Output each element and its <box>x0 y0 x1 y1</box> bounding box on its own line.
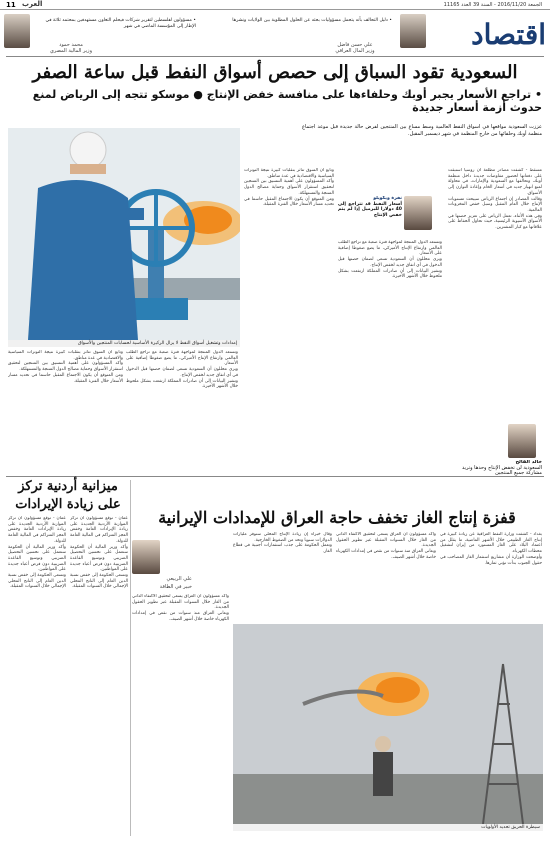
teaser-left: • مسؤولون لفلسطين لتقرير شركات فيحلم التعاون مستهدفين بمحتمد ثلاثة في الإطار إلى المؤسسة الماضي في شهر <box>45 18 196 29</box>
section-header <box>0 12 550 54</box>
second-body-middle: وأكد مسؤولون أن العراق يسعى لتحقيق الاكتفاء الذاتي من الغاز خلال السنوات المقبلة عبر تطوير الحقول الجديدة. ويعاني العراق منذ سنوات من نقص في إمدادات الكهرباء خاصة خلال أشهر الصيف. <box>336 532 436 560</box>
writer-title-right: وزير المال العراقي <box>335 48 375 54</box>
top-bar <box>0 0 550 10</box>
main-photo-oil-worker <box>8 128 240 340</box>
lead-body-left: وتابع أن السوق تتأثر بتقلبات كبيرة نتيجة التوترات السياسية والاقتصادية في عدة مناطق. وأكد المسؤولون على أهمية التنسيق بين المنتجين لتحقيق استقرار الأسواق وحماية مصالح الدول المنتجة والمستهلكة. ومن المتوقع أن يكون الاجتماع المقبل حاسما في تحديد مسار الأسعار خلال الفترة المقبلة. <box>244 168 334 208</box>
section-title: اقتصاد <box>471 18 546 51</box>
writer-photo-right <box>400 14 426 48</box>
oil-valve-illustration <box>8 128 240 340</box>
lead-subhead: • تراجع الأسعار يجبر أوبك وحلفاءها على منافسة خفض الإنتاج ● موسكو تتجه إلى الرياض لمنع حدوث أزمة أسعار جديدة <box>32 88 542 114</box>
main-photo-caption: إمدادات وتشغيل أسواق النفط لا يزال الركيزة الأساسية لحسابات المنتجين والأسواق <box>8 340 240 347</box>
second-writer-photo <box>132 540 160 574</box>
lead-body-middle: وتستعد الدول المنتجة لمواجهة فترة صعبة مع تراجع الطلب العالمي وارتفاع الإنتاج الأميركي، ما يضع ضغوطا إضافية على الأسعار. ويرى محللون أن السعودية تسعى لضمان حصتها قبل الدخول في أي اتفاق جديد لخفض الإنتاج. وتشير البيانات إلى أن صادرات المملكة ارتفعت بشكل ملحوظ خلال الأشهر الأخيرة. <box>338 240 442 280</box>
second-writer-name: علي الربيعي <box>166 576 192 582</box>
quote-label <box>338 196 402 236</box>
second-body-left: وقال خبراء إن زيادة الإنتاج المحلي ستوفر مليارات الدولارات سنويا وتحد من الضغوط الخارجية. وتعمل الحكومة على جذب استثمارات أجنبية في قطاع الغاز. <box>233 532 332 555</box>
quote-text: أسعار النفط قد تتراجع إلى 40 دولارا للبرميل إذا لم يتم خفض الإنتاج <box>338 201 402 219</box>
second-writer-title: خبير في الطاقة <box>159 584 192 590</box>
story-divider <box>6 476 544 477</box>
lead-body-bottom-left: وتابع أن السوق تتأثر بتقلبات كبيرة نتيجة التوترات السياسية والاقتصادية في عدة مناطق. وأكد المسؤولون على أهمية التنسيق بين المنتجين لتحقيق استقرار الأسواق وحماية مصالح الدول المنتجة والمستهلكة. ومن المتوقع أن يكون الاجتماع المقبل حاسما في تحديد مسار الأسعار خلال الفترة المقبلة. <box>8 350 123 384</box>
boxed-quote-role: السعودية لن تخفض الإنتاج وحدها وتريد مشاركة جميع المنتجين <box>462 464 542 477</box>
newspaper-logo: العرب <box>22 0 43 8</box>
side-story-body-right: عمان - توقع مسؤولون أن تركز الموازنة الأردنية الجديدة على زيادة الإيرادات العامة وخفض العجز المتراكم في المالية العامة للدولة. وأكد وزير المالية أن الحكومة ستعمل على تحسين التحصيل الضريبي وتوسيع القاعدة الضريبية دون فرض أعباء جديدة على المواطنين. وتسعى الحكومة إلى خفض نسبة الدين العام إلى الناتج المحلي الإجمالي خلال السنوات المقبلة. <box>70 516 128 590</box>
gas-flare-photo <box>233 624 543 824</box>
writer-name-left: محمد حمود <box>59 42 83 48</box>
date-line: الجمعة 2016/11/20 - السنة 39 العدد 11165 <box>443 2 542 8</box>
page-number: 11 <box>6 1 16 9</box>
second-body-right: بغداد - كشفت وزارة النفط العراقية عن زيادة كبيرة في إنتاج الغاز الطبيعي خلال الأشهر الماضية، ما يقلل من اعتماد البلاد على الغاز المستورد من إيران لتشغيل محطات الكهرباء. وأوضحت الوزارة أن مشاريع استثمار الغاز المصاحب في حقول الجنوب بدأت تؤتي ثمارها. <box>440 532 542 566</box>
boxed-quote <box>448 460 542 484</box>
side-story-body-left: عمان - توقع مسؤولون أن تركز الموازنة الأردنية الجديدة على زيادة الإيرادات العامة وخفض العجز المتراكم في المالية العامة للدولة. وأكد وزير المالية أن الحكومة ستعمل على تحسين التحصيل الضريبي وتوسيع القاعدة الضريبية دون فرض أعباء جديدة على المواطنين. وتسعى الحكومة إلى خفض نسبة الدين العام إلى الناتج المحلي الإجمالي خلال السنوات المقبلة. <box>8 516 66 590</box>
boxed-quote-title: خالد الفالح <box>515 460 542 465</box>
writer-title-left: وزير المالية المصري <box>49 48 92 54</box>
header-divider <box>6 56 544 57</box>
second-headline: قفزة إنتاج الغاز تخفف حاجة العراق للإمدادات الإيرانية <box>158 508 516 527</box>
side-column-divider <box>130 480 131 836</box>
lead-headline: السعودية تقود السباق إلى حصص أسواق النفط قبل ساعة الصفر <box>32 62 518 83</box>
second-body-far-left: وأكد مسؤولون أن العراق يسعى لتحقيق الاكتفاء الذاتي من الغاز خلال السنوات المقبلة عبر تطوير الحقول الجديدة. ويعاني العراق منذ سنوات من نقص في إمدادات الكهرباء خاصة خلال أشهر الصيف. <box>132 594 229 622</box>
lead-body-bottom-right: وتستعد الدول المنتجة لمواجهة فترة صعبة مع تراجع الطلب العالمي وارتفاع الإنتاج الأميركي، ما يضع ضغوطا إضافية على الأسعار. ويرى محللون أن السعودية تسعى لضمان حصتها قبل الدخول في أي اتفاق جديد لخفض الإنتاج. وتشير البيانات إلى أن صادرات المملكة ارتفعت بشكل ملحوظ خلال الأشهر الأخيرة. <box>126 350 238 390</box>
quote-label-text: نفرة ويكويلو <box>373 196 402 201</box>
quote-photo <box>404 196 432 230</box>
boxed-quote-photo <box>508 424 536 458</box>
writer-photo-left <box>4 14 30 48</box>
writer-name-right: علي حسن فاضل <box>337 42 373 48</box>
gas-flare-illustration <box>233 624 543 824</box>
side-story-title: ميزانية أردنية تركز على زيادة الإيرادات <box>15 479 121 512</box>
teaser-right: • دليل التحالف بأنه يتحمل مسؤوليات بحثه عن الحلول المطلوبة بين الولايات ونشرها <box>232 18 392 23</box>
lead-intro: عززت السعودية مواقعها في أسواق النفط العالمية وسط مساع بين المنتجين لفرض حالة جديدة قبل موعد اجتماع منظمة أوبك وحلفائها من خارج المنظمة في شهر ديسمبر المقبل. <box>302 124 542 137</box>
gas-photo-caption: سيطرة الحريق تحديد الأولويات <box>233 824 543 831</box>
lead-body-right: مسقط - كشفت مصادر مطلعة أن روسيا استبقت على دفعاتها لحضور مفاوضات جديدة داخل منظمة أوبك، وتحالفها مع السعودية والإمارات، في محاولة لمنع انهيار جديد في أسعار الخام وإعادة التوازن إلى الأسواق. وقالت المصادر إن اجتماع الرياض سيبحث مستويات الإنتاج خلال العام المقبل وسبل خفض المخزونات العالمية. وفي هذه الأثناء، تعمل الرياض على تعزيز حصتها في الأسواق الآسيوية الرئيسية، حيث تحاول الحفاظ على علاقاتها مع كبار المشترين. <box>448 168 542 231</box>
